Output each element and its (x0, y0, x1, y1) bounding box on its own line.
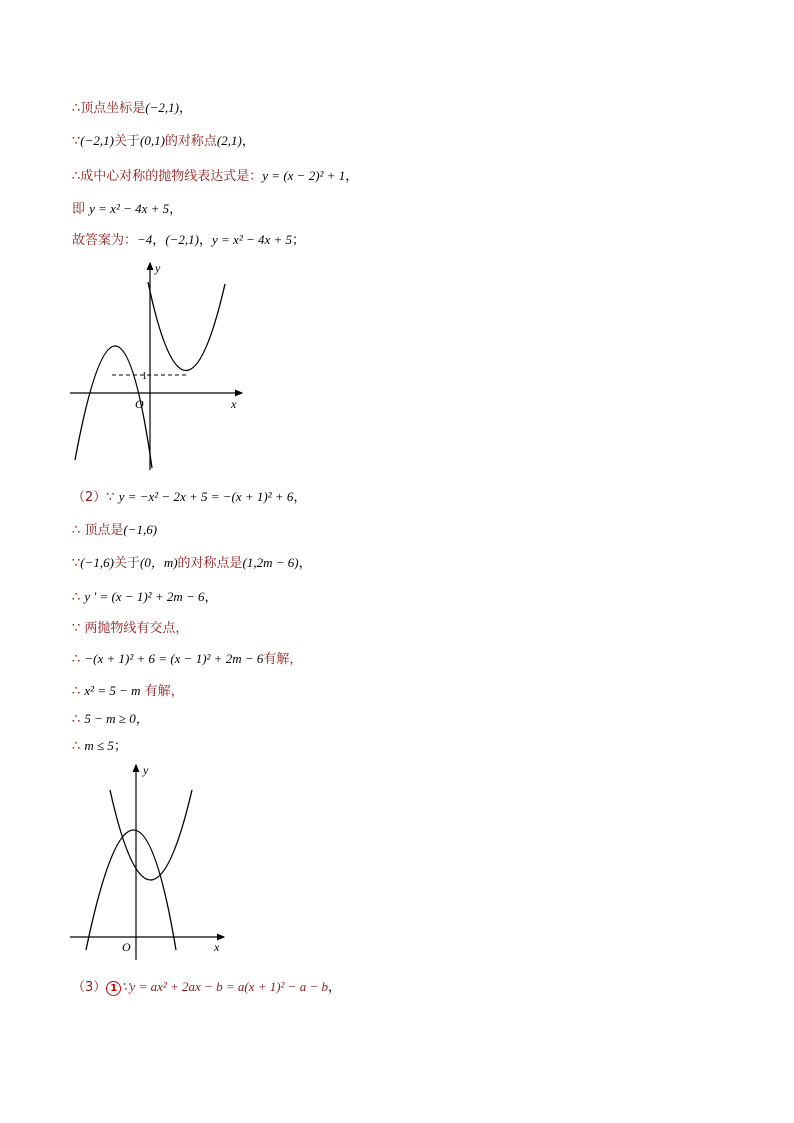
circled-number: 1 (106, 981, 121, 996)
math-expression: (−2,1) (145, 100, 179, 115)
text-segment: 的对称点是 (177, 556, 243, 571)
math-expression: y = x² − 4x + 5 (212, 232, 293, 247)
text-line (72, 620, 188, 638)
text-line (72, 554, 312, 573)
math-expression: y = −x² − 2x + 5 = −(x + 1)² + 6 (118, 489, 294, 504)
text-segment: ； (113, 739, 127, 754)
math-expression: −4 (137, 232, 153, 247)
text-segment: 的对称点 (164, 134, 217, 149)
math-expression: y = x² − 4x + 5 (89, 201, 170, 216)
graph-1 (70, 258, 250, 473)
parabola-right (148, 282, 225, 371)
text-segment: ∵ (72, 556, 81, 571)
text-segment: 有解， (263, 652, 303, 667)
part3-formula: ∵y = ax² + 2ax − b = a(x + 1)² − a − b (121, 979, 328, 994)
parabola-up (110, 790, 192, 880)
math-expression: (−1,6) (80, 555, 114, 570)
math-expression: (−2,1) (165, 232, 199, 247)
text-segment: ， (241, 134, 255, 149)
text-segment: ， (178, 101, 192, 116)
math-expression: (0,1) (139, 133, 165, 148)
text-segment: 关于 (113, 134, 140, 149)
x-label: x (214, 940, 220, 954)
text-segment: 关于 (113, 556, 140, 571)
math-expression: m ≤ 5 (84, 738, 114, 753)
tick-1-label: 1 (142, 371, 147, 382)
math-expression: x² = 5 − m (84, 683, 141, 698)
text-segment: ∴ (72, 712, 85, 727)
text-segment: ， (135, 712, 149, 727)
graph-2 (70, 760, 230, 960)
math-expression: −(x + 1)² + 6 = (x − 1)² + 2m − 6 (84, 651, 264, 666)
text-segment: ∴成中心对称的抛物线表达式是： (72, 169, 263, 184)
text-line (72, 588, 218, 607)
y-label: y (155, 261, 161, 275)
text-segment: ∵ (72, 134, 81, 149)
text-line (72, 737, 127, 756)
parabola-down (86, 830, 176, 950)
origin-label: O (122, 940, 131, 954)
text-segment: ∴顶点坐标是 (72, 101, 146, 116)
text-segment: ∴ 顶点是 (72, 523, 124, 538)
math-expression: y = (x − 2)² + 1 (262, 168, 346, 183)
text-segment: ； (292, 233, 306, 248)
x-label: x (231, 397, 237, 411)
text-line (72, 132, 255, 151)
text-line (72, 521, 157, 540)
math-expression: (1,2m − 6) (242, 555, 299, 570)
text-segment: ∴ (72, 590, 85, 605)
text-segment: ， (204, 590, 218, 605)
part3-end: ， (328, 980, 342, 995)
math-expression: 5 − m ≥ 0 (84, 711, 136, 726)
text-segment: ， (152, 233, 166, 248)
text-segment: ， (199, 233, 213, 248)
text-segment: ∵ 两抛物线有交点， (72, 621, 189, 636)
text-line (72, 167, 358, 186)
math-expression: (−2,1) (80, 133, 114, 148)
text-segment: ， (298, 556, 312, 571)
text-segment: ∴ (72, 684, 85, 699)
text-segment: ∴ (72, 739, 85, 754)
origin-label: O (135, 397, 144, 411)
math-expression: (0，m) (139, 555, 178, 570)
text-line (72, 99, 192, 118)
math-expression: y ' = (x − 1)² + 2m − 6 (84, 589, 205, 604)
math-expression: (−1,6) (123, 522, 158, 537)
text-segment: 有解， (140, 684, 184, 699)
text-segment: 故答案为： (72, 233, 138, 248)
text-line (72, 682, 184, 701)
part3-line (72, 978, 341, 997)
text-line (72, 710, 149, 729)
text-segment: ∴ (72, 652, 85, 667)
math-expression: (2,1) (216, 133, 242, 148)
text-segment: ， (345, 169, 359, 184)
text-segment: （2） (72, 490, 107, 505)
text-segment: ， (293, 490, 307, 505)
text-segment: ∵ (106, 490, 119, 505)
text-line (72, 200, 182, 219)
text-line (72, 488, 306, 507)
y-label: y (143, 763, 149, 777)
text-line (72, 231, 305, 250)
text-line (72, 650, 302, 669)
text-segment: 即 (72, 202, 90, 217)
text-segment: ， (169, 202, 183, 217)
part3-prefix: （3） (72, 980, 107, 995)
